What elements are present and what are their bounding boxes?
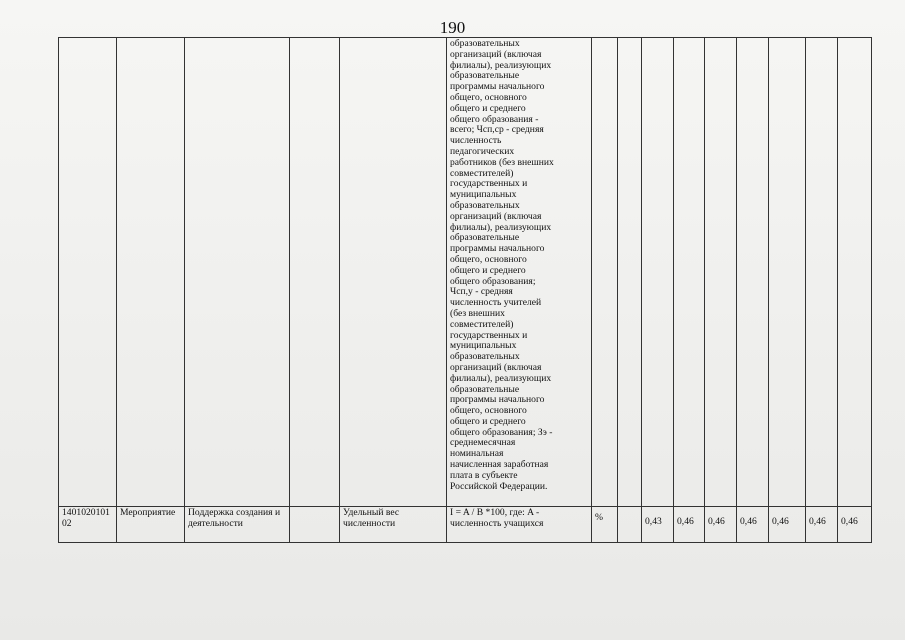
value-cell: 0,46 [806, 507, 838, 543]
cell-empty [117, 38, 185, 507]
value-cell: 0,46 [674, 507, 705, 543]
value-cell: 0,46 [838, 507, 872, 543]
unit-cell: % [592, 507, 618, 543]
indicators-table [58, 37, 872, 543]
table-row-continuation [59, 38, 872, 507]
table-row-measure [59, 507, 872, 543]
cell-empty [340, 38, 447, 507]
cell-empty [737, 38, 769, 507]
cell-empty [618, 38, 642, 507]
value-cell: 0,46 [737, 507, 769, 543]
formula-cell: I = A / B *100, где: A - численность учащихся [447, 507, 592, 543]
cell-empty [642, 38, 674, 507]
cell-empty [290, 38, 340, 507]
formula-continuation-cell: образовательных организаций (включая филиалы), реализующих образовательные программы начального общего, основного общего и среднего общего образования - всего; Чсп,ср - средняя численность педагогических работников (без внешних совместителей) государственных и муниципальных образовательных организаций (включая филиалы), реализующих образовательные программы начального общего, основного общего и среднего общего образования; Чсп,у - средняя численность учителей (без внешних совместителей) государственных и муниципальных образовательных организаций (включая филиалы), реализующих образовательные программы начального общего, основного общего и среднего общего образования; Зэ - среднемесячная номинальная начисленная заработная плата в субъекте Российской Федерации. [447, 38, 592, 507]
cell-empty [185, 38, 290, 507]
page-number: 190 [439, 18, 466, 37]
cell-empty [838, 38, 872, 507]
cell-empty [806, 38, 838, 507]
cell-empty [705, 38, 737, 507]
value-cell: 0,46 [705, 507, 737, 543]
value-cell: 0,46 [769, 507, 806, 543]
indicator-name-cell: Удельный вес численности [340, 507, 447, 543]
measure-name-cell: Поддержка создания и деятельности [185, 507, 290, 543]
cell-empty [769, 38, 806, 507]
cell-empty [618, 507, 642, 543]
cell-empty [59, 38, 117, 507]
measure-type-cell: Мероприятие [117, 507, 185, 543]
value-cell: 0,43 [642, 507, 674, 543]
cell-empty [674, 38, 705, 507]
cell-empty [290, 507, 340, 543]
measure-code-cell: 1401020101 02 [59, 507, 117, 543]
cell-empty [592, 38, 618, 507]
